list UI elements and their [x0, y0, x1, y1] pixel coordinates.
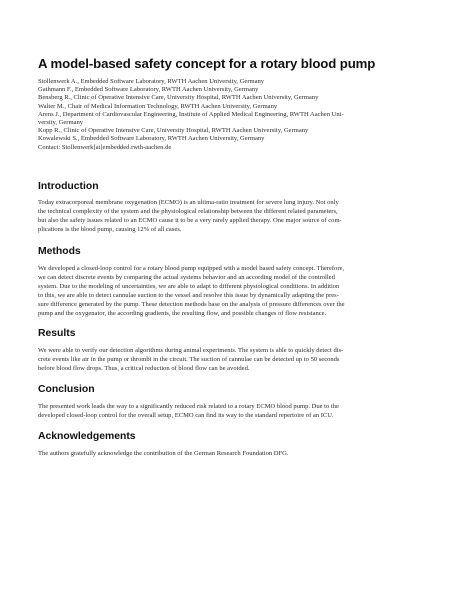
author-line: Kopp R., Clinic of Operative Intensive Care, University Hospital, RWTH Aachen University, Germany — [38, 127, 309, 135]
section-heading-acknowledgements: Acknowledgements — [38, 431, 136, 442]
contact-line: Contact: Stollenwerk[at]embedded.rwth-aachen.de — [38, 143, 172, 151]
body-line: developed closed-loop control for the overall setup, ECMO can find its way to the standard repertoire of an ICU. — [38, 412, 334, 420]
body-line: sure difference generated by the pump. These detection methods base on the analysis of pressure differences over the — [38, 301, 345, 309]
body-line: to this, we are able to detect cannulae suction to the vessel and resolve this issue by dynamically adapting the pres- — [38, 292, 339, 300]
body-line: system. Due to the modeling of uncertainties, we are able to adapt to different physiological conditions. In addition — [38, 283, 340, 291]
body-line: We were able to verify our detection algorithms during animal experiments. The system is able to quickly detect dis- — [38, 347, 344, 354]
body-line: plications is the blood pump, causing 12% of all cases. — [38, 226, 182, 234]
author-line: Stollenwerk A., Embedded Software Laboratory, RWTH Aachen University, Germany — [38, 78, 265, 85]
body-line: but also the safety issues related to an ECMO cause it to be a very rarely applied therapy. One major source of com- — [38, 217, 342, 225]
body-line: The presented work leads the way to a significantly reduced risk related to a rotary ECMO blood pump. Due to the — [38, 403, 339, 410]
author-list — [38, 78, 430, 152]
section-heading-conclusion: Conclusion — [38, 384, 95, 395]
paper-title: A model-based safety concept for a rotary blood pump — [38, 56, 376, 71]
section-heading-introduction: Introduction — [38, 181, 99, 192]
author-line: versity, Germany — [38, 119, 84, 127]
section-body-acknowledgements — [38, 449, 430, 458]
author-line: Gathmann F., Embedded Software Laboratory, RWTH Aachen University, Germany — [38, 86, 259, 94]
body-line: crete events like air in the pump or thrombi in the circuit. The suction of cannulae can be detected up to 50 seconds — [38, 356, 340, 364]
author-line: Arens J., Department of Cardiovascular Engineering, Institute of Applied Medical Engineering, RWTH Aachen Uni- — [38, 110, 344, 118]
author-line: Walter M., Chair of Medical Information Technology, RWTH Aachen University, Germany — [38, 102, 278, 110]
body-line: Today extracorporeal membrane oxygenation (ECMO) is an ultima-ratio treatment for severe lung injury. Not only — [38, 199, 339, 206]
body-line: the technical complexity of the system and the physiological relationship between the different related parameters, — [38, 208, 338, 216]
body-line: before blood flow drops. Thus, a critical reduction of blood flow can be avoided. — [38, 365, 250, 373]
section-body-methods — [38, 264, 430, 319]
body-line: The authors gratefully acknowledge the contribution of the German Research Foundation DFG. — [38, 450, 289, 457]
body-line: pump and the oxygenator, the according gradients, the resulting flow, and possible changes of flow resistance. — [38, 310, 327, 318]
author-line: Kowalewski S., Embedded Software Laboratory, RWTH Aachen University, Germany — [38, 135, 265, 143]
body-line: we can detect discrete events by comparing the actual systems behavior and an according model of the controlled — [38, 274, 335, 282]
author-line: Bensberg R., Clinic of Operative Intensive Care, University Hospital, RWTH Aachen University, Germany — [38, 94, 319, 102]
section-body-results — [38, 346, 430, 373]
section-heading-methods: Methods — [38, 246, 81, 257]
body-line: We developed a closed-loop control for a rotary blood pump equipped with a model based safety concept. Therefore, — [38, 265, 345, 272]
section-body-introduction — [38, 198, 430, 234]
section-heading-results: Results — [38, 328, 76, 339]
section-body-conclusion — [38, 402, 430, 420]
